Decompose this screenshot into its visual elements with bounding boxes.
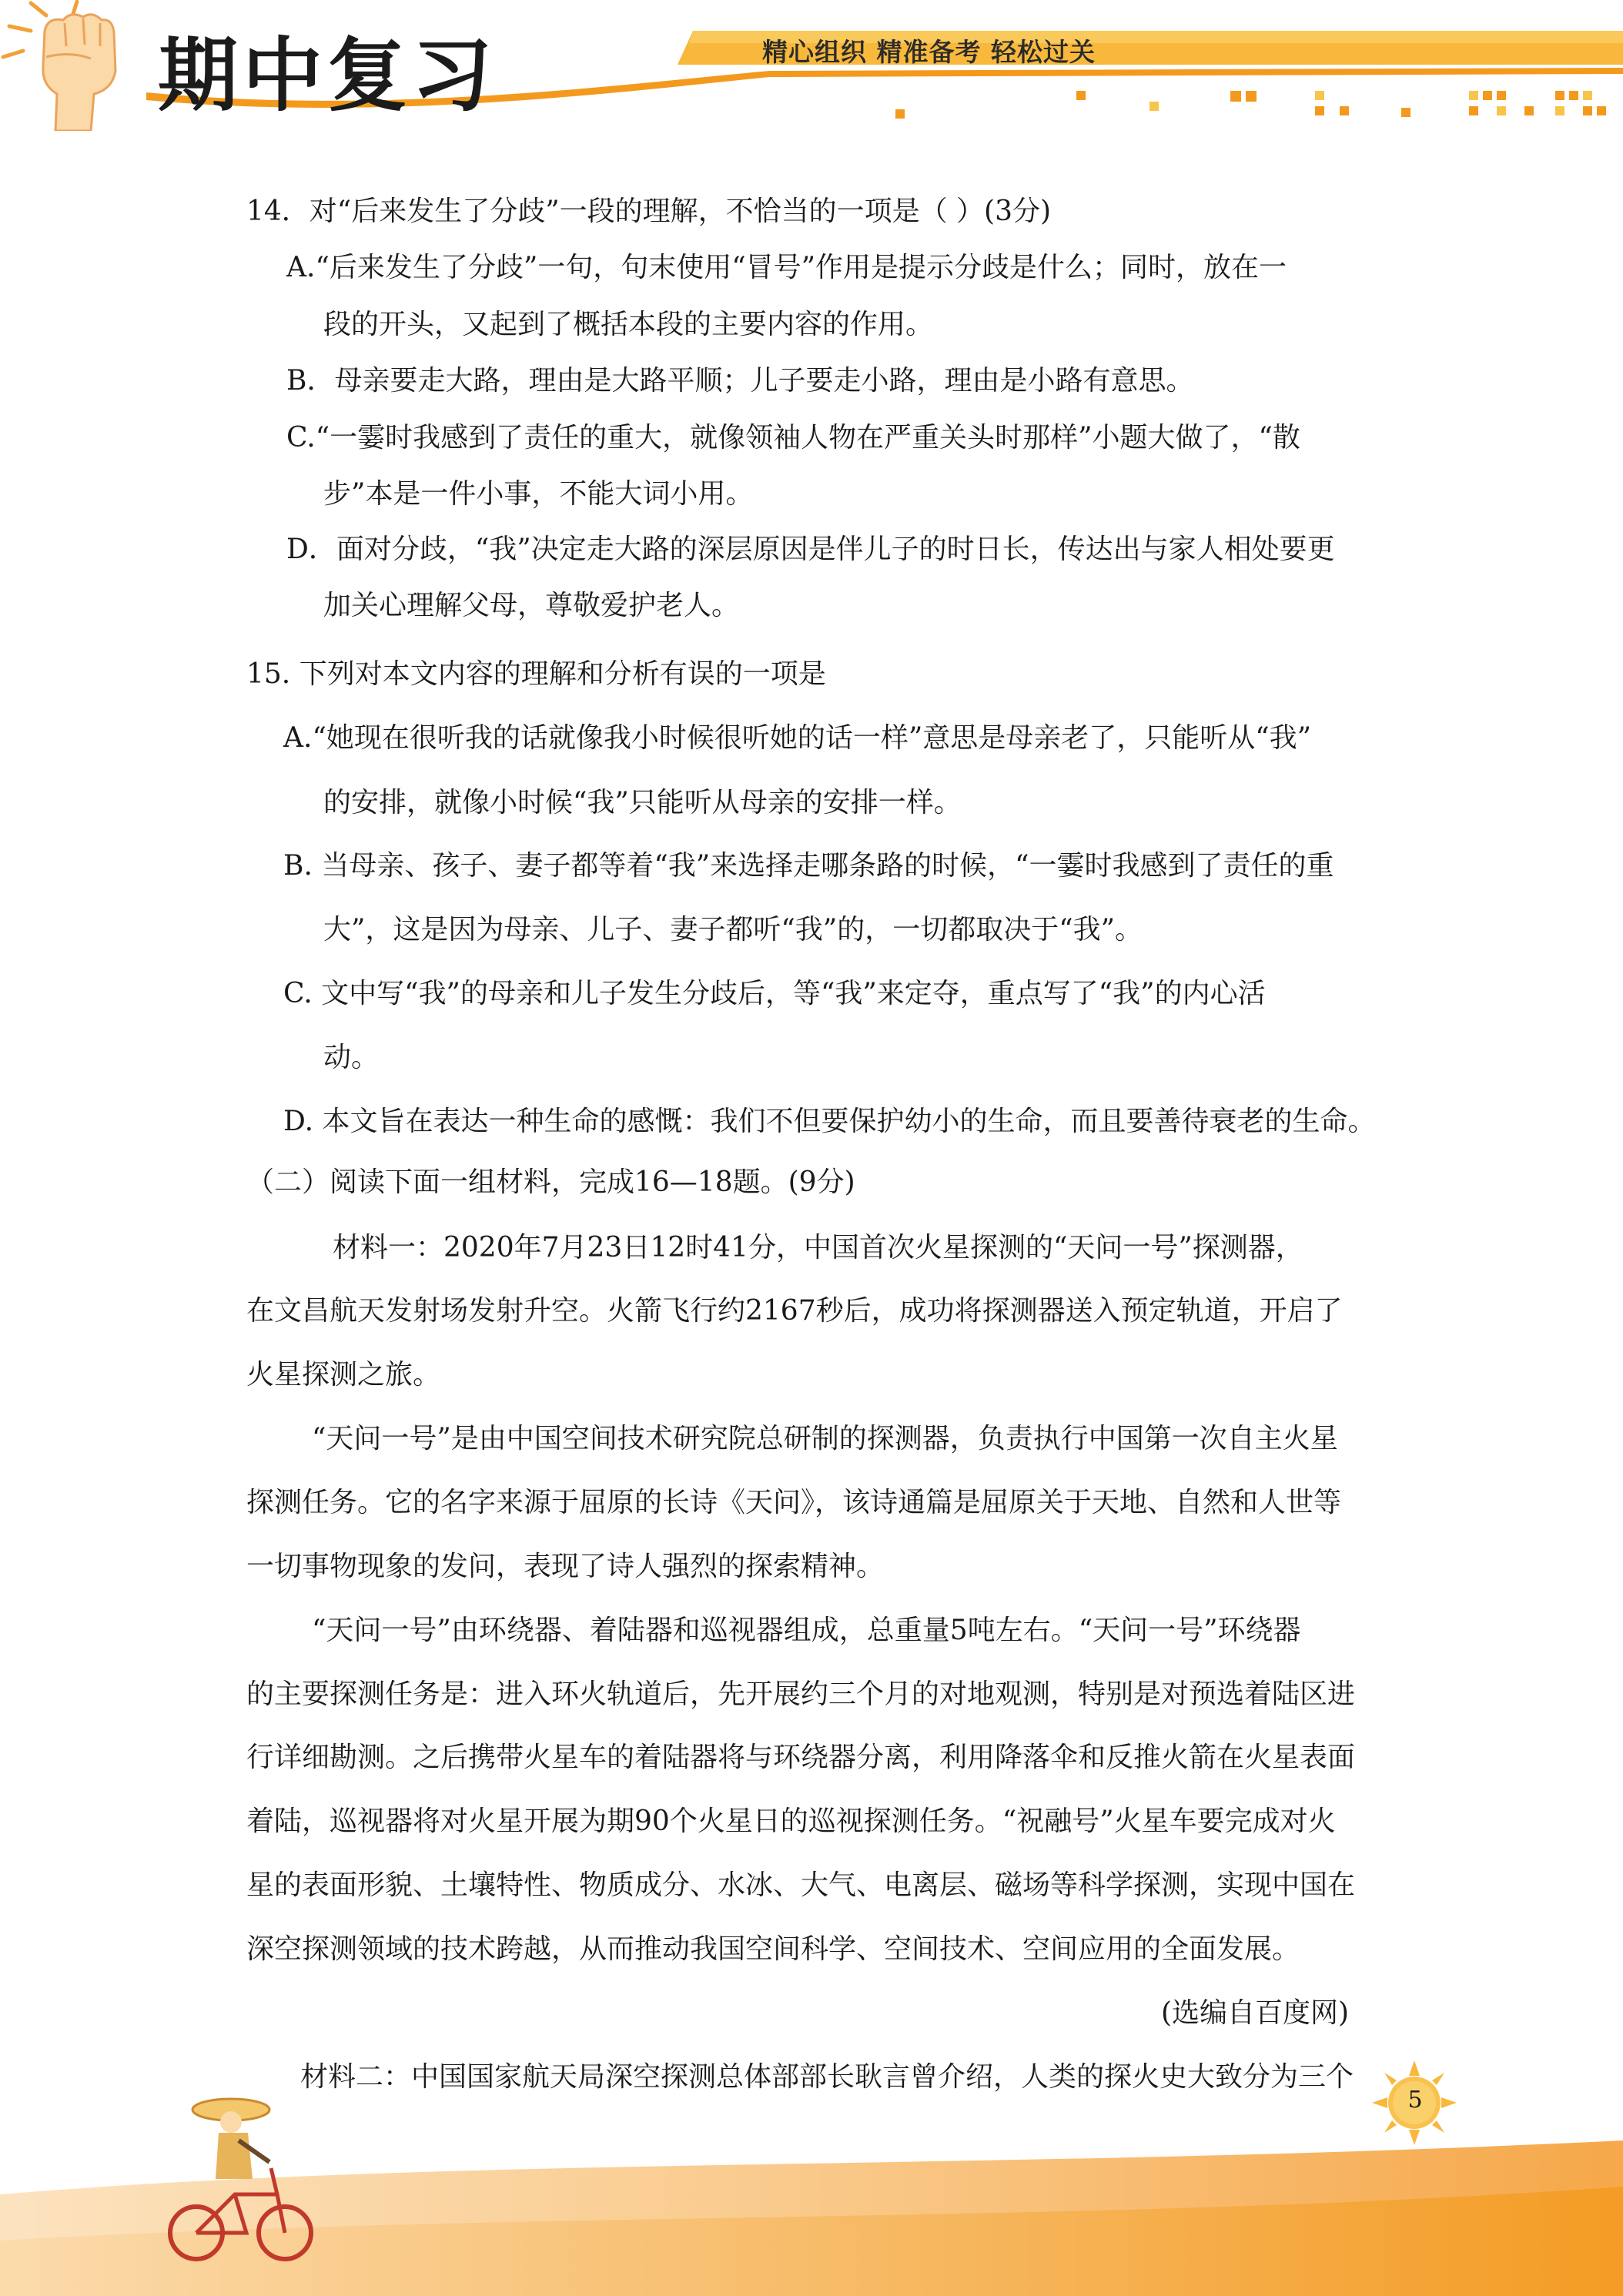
question-14-option-b: B．母亲要走大路，理由是大路平顺；儿子要走小路，理由是小路有意思。 bbox=[286, 365, 1194, 397]
fist-icon bbox=[0, 0, 146, 131]
question-15-option-c: C. 文中写“我”的母亲和儿子发生分歧后，等“我”来定夺，重点写了“我”的内心活 bbox=[283, 978, 1266, 1009]
page-number: 5 bbox=[1407, 2087, 1423, 2114]
page-header bbox=[0, 0, 1623, 131]
source-citation: (选编自百度网) bbox=[1161, 1997, 1350, 2029]
question-14-option-d-cont: 加关心理解父母，尊敬爱护老人。 bbox=[323, 590, 740, 621]
question-15-option-a: A.“她现在很听我的话就像我小时候很听她的话一样”意思是母亲老了，只能听从“我” bbox=[283, 722, 1312, 754]
material-1-line: 一切事物现象的发问，表现了诗人强烈的探索精神。 bbox=[246, 1551, 885, 1582]
material-1-line: 在文昌航天发射场发射升空。火箭飞行约2167秒后，成功将探测器送入预定轨道，开启了 bbox=[246, 1295, 1343, 1327]
material-1-line: 探测任务。它的名字来源于屈原的长诗《天问》，该诗通篇是屈原关于天地、自然和人世等 bbox=[246, 1487, 1342, 1518]
header-slogan: 精心组织 精准备考 轻松过关 bbox=[762, 37, 1096, 67]
question-14-stem: 14．对“后来发生了分歧”一段的理解，不恰当的一项是（ ）(3分) bbox=[246, 196, 1052, 227]
material-1-line: 深空探测领域的技术跨越，从而推动我国空间科学、空间技术、空间应用的全面发展。 bbox=[246, 1933, 1300, 1965]
question-14-option-d: D．面对分歧，“我”决定走大路的深层原因是伴儿子的时日长，传达出与家人相处要更 bbox=[286, 534, 1335, 565]
material-1-line: 材料一：2020年7月23日12时41分，中国首次火星探测的“天问一号”探测器， bbox=[333, 1232, 1303, 1263]
material-1-line: “天问一号”是由中国空间技术研究院总研制的探测器，负责执行中国第一次自主火星 bbox=[312, 1423, 1338, 1454]
question-15-option-a-cont: 的安排，就像小时候“我”只能听从母亲的安排一样。 bbox=[323, 787, 962, 818]
question-15-option-b: B. 当母亲、孩子、妻子都等着“我”来选择走哪条路的时候，“一霎时我感到了责任的重 bbox=[283, 850, 1334, 882]
header-title: 期中复习 bbox=[158, 28, 497, 122]
question-15-option-d: D. 本文旨在表达一种生命的感慨：我们不但要保护幼小的生命，而且要善待衰老的生命。 bbox=[283, 1106, 1376, 1137]
question-14-option-c-cont: 步”本是一件小事，不能大词小用。 bbox=[323, 478, 754, 510]
material-1-line: 星的表面形貌、土壤特性、物质成分、水冰、大气、电离层、磁场等科学探测，实现中国在 bbox=[246, 1869, 1356, 1901]
section-2-heading: （二）阅读下面一组材料，完成16—18题。(9分) bbox=[246, 1166, 855, 1198]
material-1-line: 着陆，巡视器将对火星开展为期90个火星日的巡视探测任务。“祝融号”火星车要完成对火 bbox=[246, 1806, 1336, 1837]
material-1-line: 火星探测之旅。 bbox=[246, 1359, 441, 1391]
material-1-line: 的主要探测任务是：进入环火轨道后，先开展约三个月的对地观测，特别是对预选着陆区进 bbox=[246, 1678, 1356, 1710]
material-1-line: “天问一号”由环绕器、着陆器和巡视器组成，总重量5吨左右。“天问一号”环绕器 bbox=[312, 1615, 1301, 1646]
material-2-line: 材料二：中国国家航天局深空探测总体部部长耿言曾介绍，人类的探火史大致分为三个 bbox=[300, 2061, 1354, 2093]
material-1-line: 行详细勘测。之后携带火星车的着陆器将与环绕器分离，利用降落伞和反推火箭在火星表面 bbox=[246, 1742, 1356, 1773]
question-15-stem: 15. 下列对本文内容的理解和分析有误的一项是 bbox=[246, 658, 826, 690]
question-14-option-a: A.“后来发生了分歧”一句，句末使用“冒号”作用是提示分歧是什么；同时，放在一 bbox=[286, 252, 1287, 283]
question-15-option-c-cont: 动。 bbox=[323, 1042, 380, 1073]
question-14-option-c: C.“一霎时我感到了责任的重大，就像领袖人物在严重关头时那样”小题大做了，“散 bbox=[286, 422, 1300, 454]
question-15-option-b-cont: 大”，这是因为母亲、儿子、妻子都听“我”的，一切都取决于“我”。 bbox=[323, 914, 1143, 946]
cyclist-illustration-icon bbox=[162, 2094, 331, 2265]
question-14-option-a-cont: 段的开头，又起到了概括本段的主要内容的作用。 bbox=[323, 309, 934, 340]
page-footer bbox=[0, 2125, 1623, 2296]
